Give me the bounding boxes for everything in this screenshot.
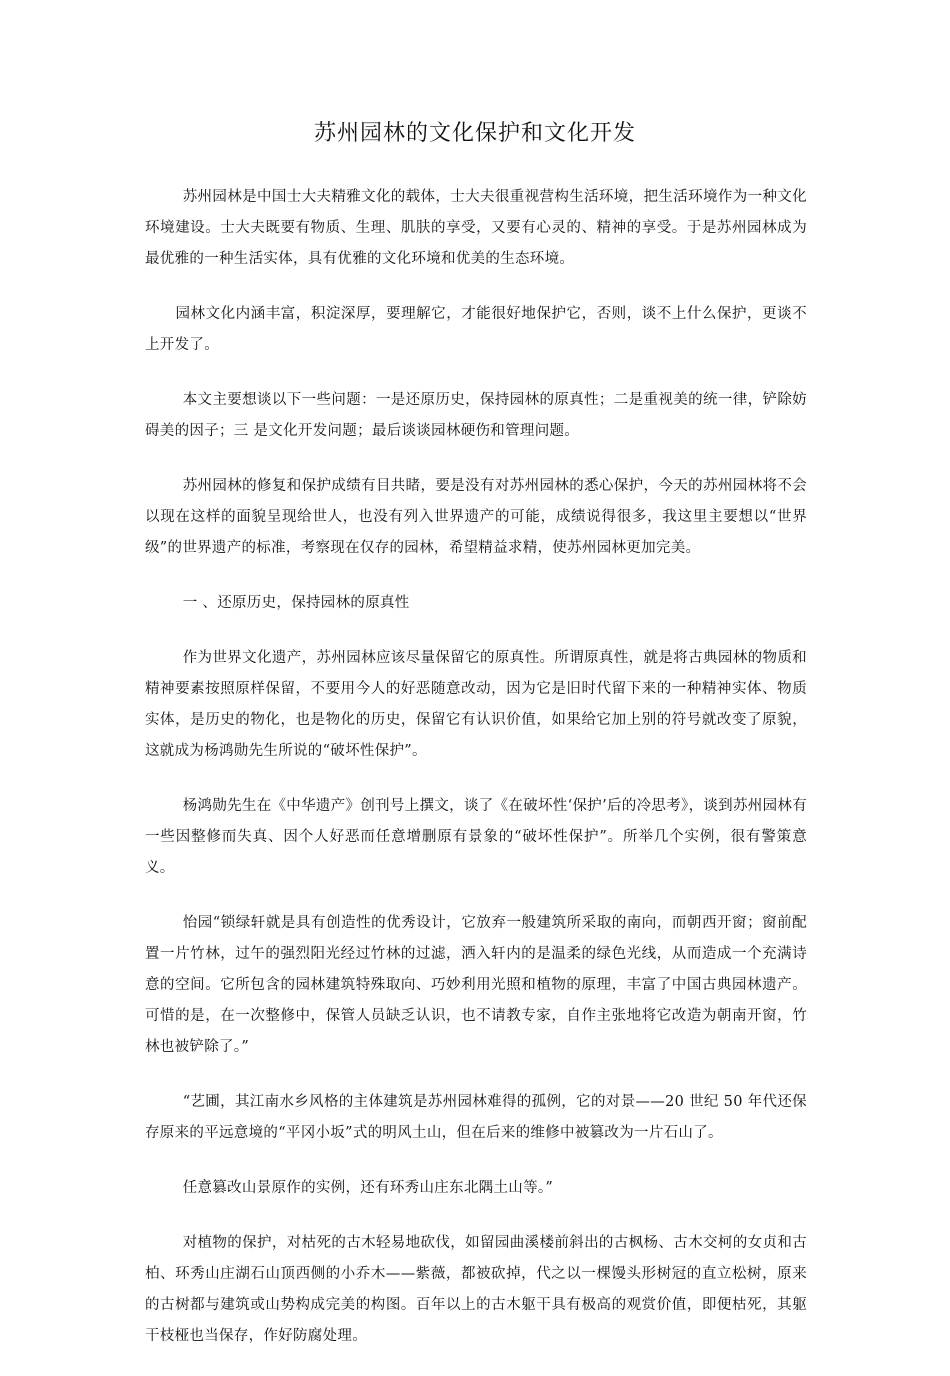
paragraph-culture: 园林文化内涵丰富，积淀深厚，要理解它，才能很好地保护它，否则，谈不上什么保护，更谈不上开发了。 (145, 306, 807, 353)
paragraph-yiyuan: 怡园“锁绿轩就是具有创造性的优秀设计，它放弃一般建筑所采取的南向，而朝西开窗；窗前配置一片竹林，过午的强烈阳光经过竹林的过滤，洒入轩内的是温柔的绿色光线，从而造成一个充满诗意的空间。它所包含的园林建筑特殊取向、巧妙利用光照和植物的原理，丰富了中国古典园林遗产。可惜的是，在一次整修中，保管人员缺乏认识，也不请教专家，自作主张地将它改造为朝南开窗，竹林也被铲除了。” (145, 915, 807, 1055)
paragraph-intro: 苏州园林是中国士大夫精雅文化的载体，士大夫很重视营构生活环境，把生活环境作为一种文化环境建设。士大夫既要有物质、生理、肌肤的享受，又要有心灵的、精神的享受。于是苏州园林成为最优雅的一种生活实体，具有优雅的文化环境和优美的生态环境。 (145, 189, 807, 267)
document-body (145, 182, 807, 1376)
paragraph-yipu: “艺圃，其江南水乡风格的主体建筑是苏州园林难得的孤例，它的对景——20 世纪 50 年代还保存原来的平远意境的“平冈小坂”式的明风土山，但在后来的维修中被篡改为一片石山了。 (145, 1094, 807, 1141)
paragraph-trees: 对植物的保护，对枯死的古木轻易地砍伐，如留园曲溪楼前斜出的古枫杨、古木交柯的女贞和古柏、环秀山庄湖石山顶西侧的小乔木——紫薇，都被砍掉，代之以一棵馒头形树冠的直立松树，原来的古树都与建筑或山势构成完美的构图。百年以上的古木躯干具有极高的观赏价值，即便枯死，其躯干枝桠也当保存，作好防腐处理。 (145, 1235, 807, 1344)
paragraph-achievements: 苏州园林的修复和保护成绩有目共睹，要是没有对苏州园林的悉心保护，今天的苏州园林将不会以现在这样的面貌呈现给世人，也没有列入世界遗产的可能，成绩说得很多，我这里主要想以“世界级”的世界遗产的标准，考察现在仅存的园林，希望精益求精，使苏州园林更加完美。 (145, 478, 807, 556)
paragraph-yang-article: 杨鸿勋先生在《中华遗产》创刊号上撰文，谈了《在破坏性‘保护’后的冷思考》，谈到苏州园林有一些因整修而失真、因个人好恶而任意增删原有景象的“破坏性保护”。所举几个实例，很有警策意义。 (145, 798, 807, 876)
paragraph-other-examples: 任意篡改山景原作的实例，还有环秀山庄东北隅土山等。” (182, 1180, 554, 1196)
document-title: 苏州园林的文化保护和文化开发 (313, 121, 636, 146)
paragraph-outline: 本文主要想谈以下一些问题：一是还原历史，保持园林的原真性；二是重视美的统一律，铲除妨碍美的因子；三 是文化开发问题；最后谈谈园林硬伤和管理问题。 (145, 392, 807, 439)
paragraph-authenticity: 作为世界文化遗产，苏州园林应该尽量保留它的原真性。所谓原真性，就是将古典园林的物质和精神要素按照原样保留，不要用今人的好恶随意改动，因为它是旧时代留下来的一种精神实体、物质实体，是历史的物化，也是物化的历史，保留它有认识价值，如果给它加上别的符号就改变了原貌，这就成为杨鸿勋先生所说的“破坏性保护”。 (145, 650, 807, 759)
section-heading-1: 一 、还原历史，保持园林的原真性 (182, 595, 410, 611)
